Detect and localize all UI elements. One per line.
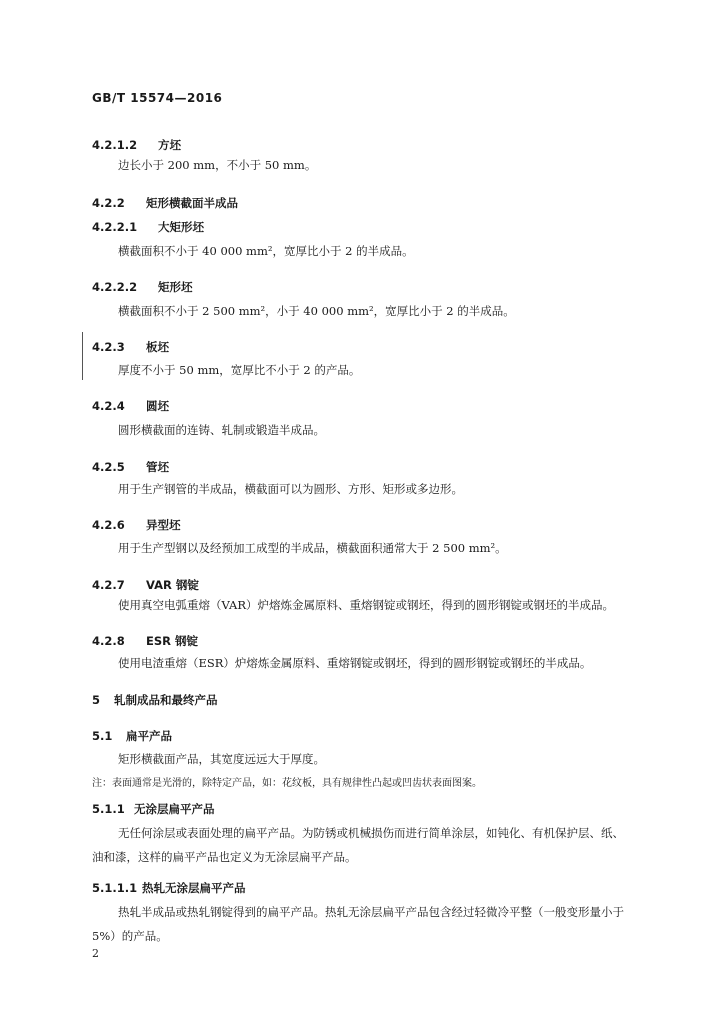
section-number: 5 [92,693,101,707]
paragraph: 用于生产型钢以及经预加工成型的半成品，横截面积通常大于 2 500 mm²。 [118,541,507,555]
section-heading [92,195,238,211]
section-heading [92,219,204,235]
change-bar [82,332,83,380]
section-number: 4.2.4 [92,399,125,413]
section-heading [92,279,193,295]
section-title: 热轧无涂层扁平产品 [142,881,246,895]
document-code-header: GB/T 15574—2016 [92,91,223,105]
section-number: 4.2.3 [92,340,125,354]
paragraph: 使用真空电弧重熔（VAR）炉熔炼金属原料、重熔钢锭或钢坯，得到的圆形钢锭或钢坯的半成品。 [118,598,614,612]
paragraph: 无任何涂层或表面处理的扁平产品。为防锈或机械损伤而进行简单涂层，如钝化、有机保护层、纸、油和漆，这样的扁平产品也定义为无涂层扁平产品。 [92,826,624,864]
section-number: 4.2.8 [92,634,125,648]
section-title: VAR 钢锭 [146,578,199,592]
section-title: 管坯 [146,460,169,474]
paragraph: 热轧半成品或热轧钢锭得到的扁平产品。热轧无涂层扁平产品包含经过轻微冷平整（一般变形量小于 5%）的产品。 [92,905,624,943]
section-heading [92,633,198,649]
section-title: 大矩形坯 [158,220,204,234]
section-number: 4.2.5 [92,460,125,474]
section-heading [92,459,169,475]
paragraph: 横截面积不小于 40 000 mm²，宽厚比小于 2 的半成品。 [118,244,414,258]
section-title: 板坯 [146,340,169,354]
section-number: 5.1.1 [92,802,125,816]
paragraph: 横截面积不小于 2 500 mm²，小于 40 000 mm²，宽厚比小于 2 的半成品。 [118,304,515,318]
section-title: 圆坯 [146,399,169,413]
section-number: 4.2.2 [92,196,125,210]
paragraph: 矩形横截面产品，其宽度远远大于厚度。 [118,752,325,766]
note: 注：表面通常是光滑的，除特定产品，如：花纹板，具有规律性凸起或凹齿状表面图案。 [92,778,482,789]
section-heading [92,137,181,153]
section-heading [92,692,218,708]
section-number: 4.2.7 [92,578,125,592]
section-title: 矩形横截面半成品 [146,196,238,210]
section-title: 轧制成品和最终产品 [114,693,218,707]
section-title: ESR 钢锭 [146,634,198,648]
section-number: 4.2.2.1 [92,220,138,234]
section-heading [92,517,181,533]
section-title: 方坯 [158,138,181,152]
section-heading [92,880,246,896]
section-title: 无涂层扁平产品 [134,802,215,816]
paragraph: 圆形横截面的连铸、轧制或锻造半成品。 [118,423,325,437]
section-number: 4.2.6 [92,518,125,532]
paragraph: 厚度不小于 50 mm，宽厚比不小于 2 的产品。 [118,363,361,377]
section-number: 4.2.2.2 [92,280,138,294]
section-title: 异型坯 [146,518,181,532]
section-heading [92,728,172,744]
paragraph: 边长小于 200 mm，不小于 50 mm。 [118,158,317,172]
page-number: 2 [92,947,99,960]
section-number: 5.1 [92,729,113,743]
paragraph: 用于生产钢管的半成品，横截面可以为圆形、方形、矩形或多边形。 [118,482,463,496]
section-heading [92,801,215,817]
section-heading [92,398,169,414]
section-number: 4.2.1.2 [92,138,138,152]
section-title: 扁平产品 [126,729,172,743]
section-heading [92,339,169,355]
section-number: 5.1.1.1 [92,881,138,895]
section-heading [92,577,199,593]
section-title: 矩形坯 [158,280,193,294]
paragraph: 使用电渣重熔（ESR）炉熔炼金属原料、重熔钢锭或钢坯，得到的圆形钢锭或钢坯的半成品。 [118,656,592,670]
